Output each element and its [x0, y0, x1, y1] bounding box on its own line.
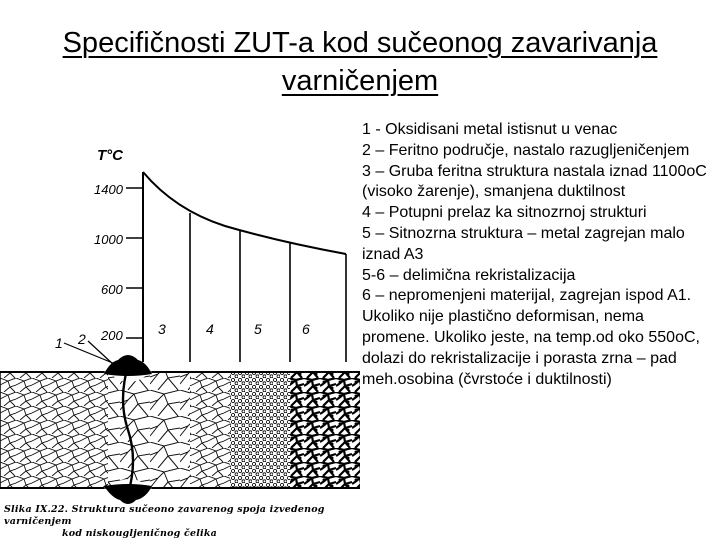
- legend-item-3: 3 – Gruba feritna struktura nastala iznad 1100oC (visoko žarenje), smanjena duktilnost: [362, 162, 707, 201]
- legend-item-5: 5 – Sitnozrna struktura – metal zagrejan malo iznad A3: [362, 224, 685, 263]
- zone-label-6: 6: [302, 321, 310, 337]
- legend-item-2: 2 – Feritno područje, nastalo razugljeničenjem: [362, 141, 690, 159]
- legend-item-6: 6 – nepromenjeni materijal, zagrejan ispod A1. Ukoliko nije plastično deformisan, nema promene. Ukoliko jeste, na temp.od oko 550oC, dolazi do rekristalizacije i porasta zrna – pad meh.osobina (čvrstoće i duktilnosti): [362, 287, 700, 388]
- zone-legend: [362, 120, 714, 390]
- legend-item-5-6: 5-6 – delimična rekristalizacija: [362, 266, 576, 284]
- pointer-label-1: 1: [55, 335, 63, 351]
- caption-line: kod niskougljeničnog čelika: [62, 528, 217, 539]
- caption-line: Slika IX.22. Struktura sučeono zavarenog spoja izvedenog varničenjem: [4, 504, 325, 527]
- zone-label-3: 3: [158, 321, 166, 337]
- legend-item-1: 1 - Oksidisani metal istisnut u venac: [362, 121, 618, 138]
- tick-label: 600: [101, 282, 123, 297]
- axis-label: T°C: [97, 147, 123, 164]
- tick-label: 1000: [94, 232, 123, 247]
- figure-caption: [4, 504, 364, 540]
- zone-label-4: 4: [206, 321, 214, 337]
- tick-label: 200: [101, 328, 123, 343]
- upset-flash-bottom: [104, 484, 152, 504]
- temperature-curve: [143, 172, 346, 254]
- legend-item-4: 4 – Potupni prelaz ka sitnozrnoj strukturi: [362, 204, 647, 222]
- temperature-axis: [94, 147, 143, 362]
- pointer-label-2: 2: [78, 331, 86, 347]
- zone-dividers: [190, 213, 346, 362]
- tick-label: 1400: [94, 182, 123, 197]
- weld-micrograph: [0, 355, 360, 504]
- upset-flash-top: [104, 355, 152, 376]
- slide-title: Specifičnosti ZUT-a kod sučeonog zavarivanja varničenjem: [62, 27, 658, 97]
- zone-label-5: 5: [254, 321, 262, 337]
- weld-zone-figure: [0, 128, 360, 540]
